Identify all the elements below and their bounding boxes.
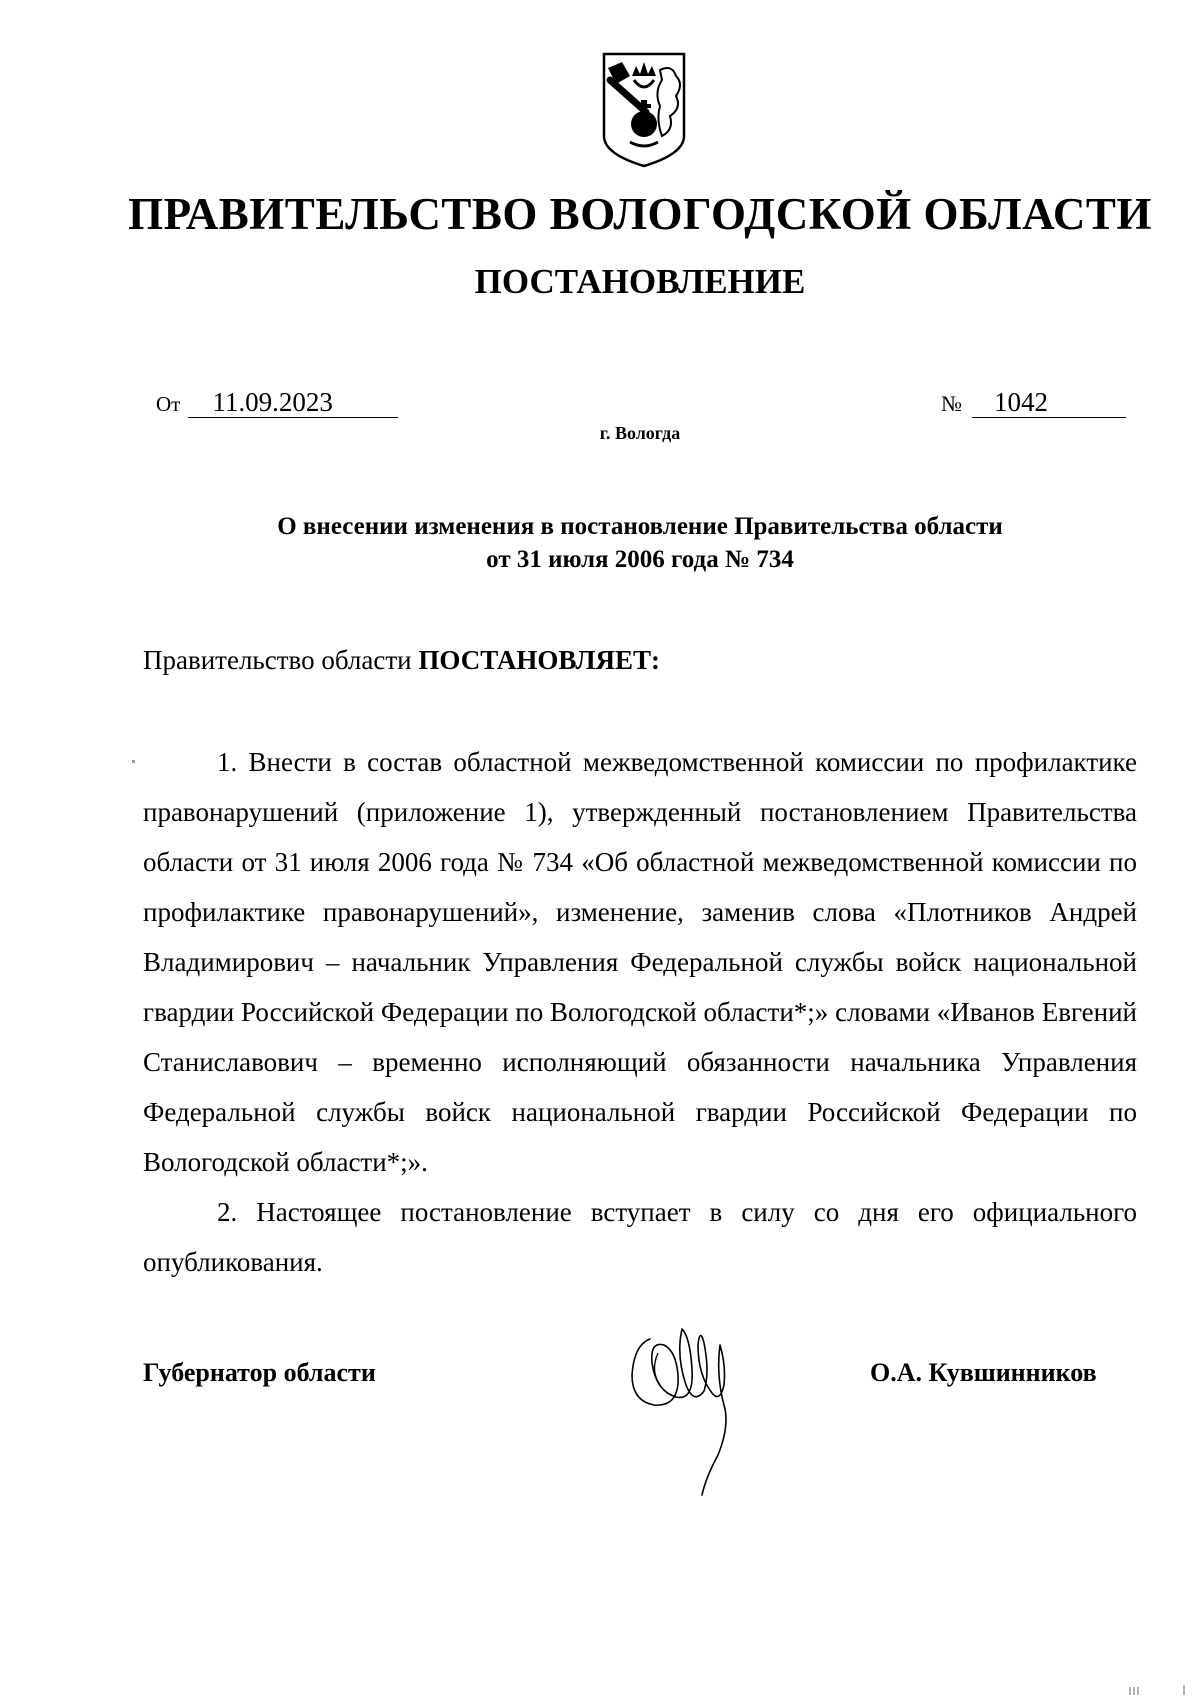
subject-line-1: О внесении изменения в постановление Правительства области — [277, 513, 1003, 540]
signatory-name: О.А. Кувшинников — [870, 1358, 1097, 1387]
document-subject — [150, 510, 1130, 576]
decree-statement — [143, 645, 660, 676]
coat-of-arms-icon — [600, 50, 688, 168]
subject-line-2: от 31 июля 2006 года № 734 — [486, 546, 794, 573]
document-body — [143, 737, 1137, 1287]
paragraph-1: 1. Внести в состав областной межведомственной комиссии по профилактике правонарушений (приложение 1), утвержденный постановлением Правительства области от 31 июля 2006 года № 734 «Об областной межведомственной комиссии по профилактике правонарушений», изменение, заменив слова «Плотников Андрей Владимирович – начальник Управления Федеральной службы войск национальной гвардии Российской Федерации по Вологодской области*;» словами «Иванов Евгений Станиславович – временно исполняющий обязанности начальника Управления Федеральной службы войск национальной гвардии Российской Федерации по Вологодской области*;». — [143, 747, 1137, 1177]
signatory-position: Губернатор области — [143, 1358, 376, 1387]
date-row — [156, 387, 398, 418]
document-type: ПОСТАНОВЛЕНИЕ — [474, 262, 806, 301]
number-row — [941, 387, 1126, 418]
city-label: г. Вологда — [599, 423, 681, 443]
document-date: 11.09.2023 — [188, 387, 398, 418]
decree-prefix: Правительство области — [143, 645, 419, 675]
government-title: ПРАВИТЕЛЬСТВО ВОЛОГОДСКОЙ ОБЛАСТИ — [128, 189, 1152, 239]
number-label: № — [941, 391, 962, 416]
paragraph-2: 2. Настоящее постановление вступает в силу со дня его официального опубликования. — [143, 1197, 1137, 1277]
scan-speck — [132, 760, 135, 763]
scan-edge-marks — [1128, 1682, 1188, 1694]
handwritten-signature-icon — [620, 1315, 740, 1505]
date-label: От — [156, 392, 181, 416]
document-number: 1042 — [972, 387, 1126, 418]
decree-verb: ПОСТАНОВЛЯЕТ: — [418, 645, 660, 675]
